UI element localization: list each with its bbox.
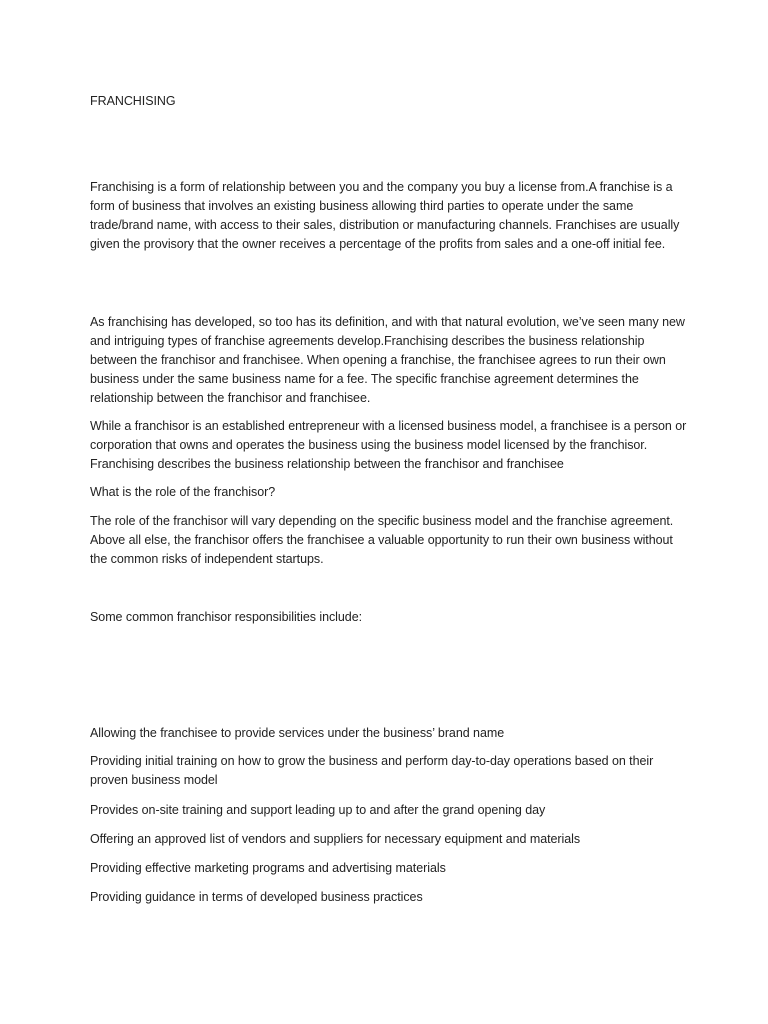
paragraph-franchising-evolution: As franchising has developed, so too has its definition, and with that natural evolution, we’ve seen many new and intriguing types of franchise agreements develop.Franchising describes the business relationship between the franchisor and franchisee. When opening a franchise, the franchisee agrees to run their own business under the same business name for a fee. The specific franchise agreement determines the relationship between the franchisor and franchisee.	[90, 315, 685, 405]
paragraph-franchisor-role: The role of the franchisor will vary depending on the specific business model and the franchise agreement. Above all else, the franchisor offers the franchisee a valuable opportunity to run their own business without the common risks of independent startups.	[90, 514, 674, 566]
responsibility-item: Providing initial training on how to grow the business and perform day-to-day operations based on their proven business model	[90, 754, 654, 787]
responsibility-item: Provides on-site training and support leading up to and after the grand opening day	[90, 803, 546, 817]
paragraph-franchisor-vs-franchisee: While a franchisor is an established entrepreneur with a licensed business model, a franchisee is a person or corporation that owns and operates the business using the business model licensed by the franchisor. Franchising describes the business relationship between the franchisor and franchisee	[90, 419, 687, 471]
document-title: FRANCHISING	[90, 94, 176, 108]
section-heading-franchisor-role: What is the role of the franchisor?	[90, 485, 276, 499]
responsibility-item: Offering an approved list of vendors and suppliers for necessary equipment and materials	[90, 832, 581, 846]
paragraph-franchising-definition: Franchising is a form of relationship between you and the company you buy a license from.A franchise is a form of business that involves an existing business allowing third parties to operate under the same trade/brand name, with access to their sales, distribution or manufacturing channels. Franchises are usually given the provisory that the owner receives a percentage of the profits from sales and a one-off initial fee.	[90, 180, 680, 251]
responsibilities-intro: Some common franchisor responsibilities include:	[90, 610, 363, 624]
responsibility-item: Providing guidance in terms of developed business practices	[90, 890, 423, 904]
responsibility-item: Providing effective marketing programs and advertising materials	[90, 861, 446, 875]
responsibility-item: Allowing the franchisee to provide services under the business’ brand name	[90, 726, 505, 740]
